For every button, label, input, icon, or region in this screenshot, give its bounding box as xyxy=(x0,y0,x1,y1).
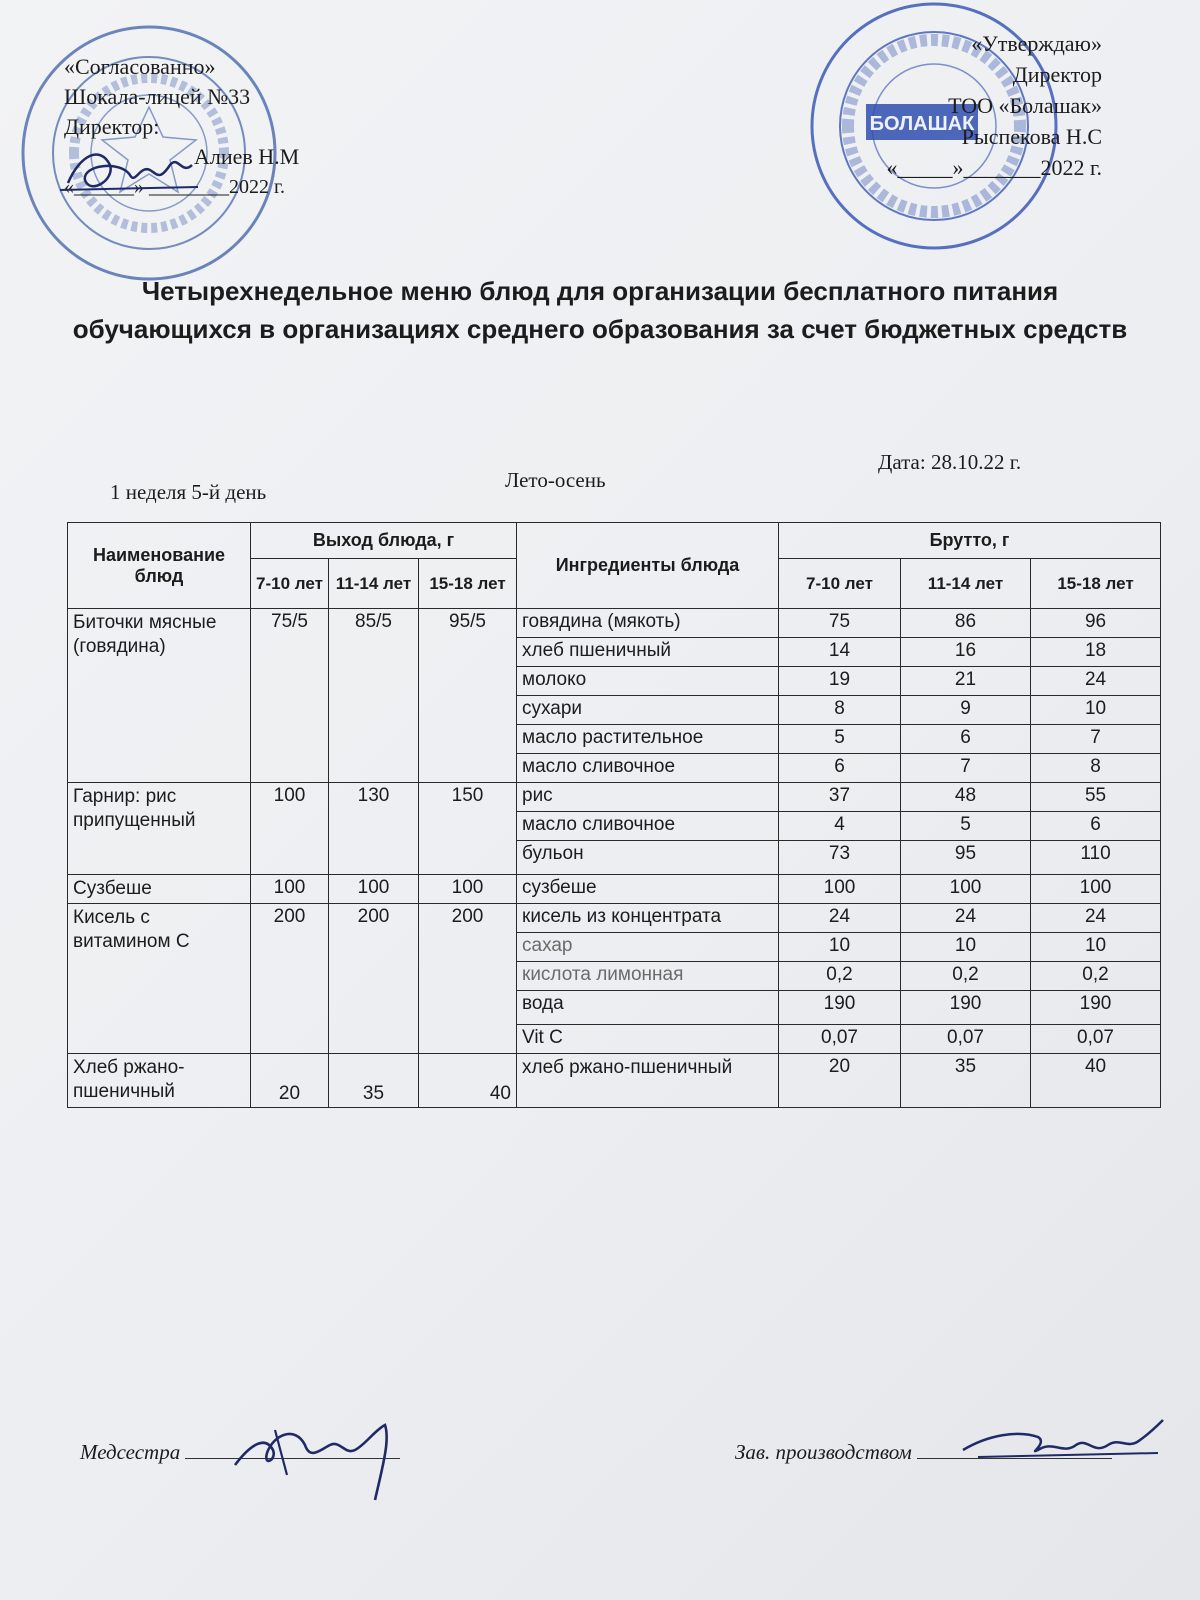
yield-15-18: 40 xyxy=(419,1054,517,1108)
table-row xyxy=(68,904,1161,933)
director-name-right: Рыспекова Н.С xyxy=(961,124,1102,149)
dish-name: Сузбеше xyxy=(68,875,251,904)
gross-15-18: 40 xyxy=(1031,1054,1161,1108)
ingredient-name: сузбеше xyxy=(517,875,779,904)
ingredient-name: хлеб пшеничный xyxy=(517,638,779,667)
yield-7-10: 100 xyxy=(251,875,329,904)
gross-11-14: 6 xyxy=(901,725,1031,754)
gross-15-18: 110 xyxy=(1031,841,1161,875)
yield-11-14: 85/5 xyxy=(329,609,419,783)
header-gross-age-7-10: 7-10 лет xyxy=(779,559,901,609)
header-yield-age-11-14: 11-14 лет xyxy=(329,559,419,609)
gross-11-14: 190 xyxy=(901,991,1031,1025)
dish-name: Хлеб ржано-пшеничный xyxy=(68,1054,251,1108)
ingredient-name: сухари xyxy=(517,696,779,725)
gross-7-10: 6 xyxy=(779,754,901,783)
gross-11-14: 0,07 xyxy=(901,1025,1031,1054)
dish-name: Гарнир: рис припущенный xyxy=(68,783,251,875)
gross-11-14: 24 xyxy=(901,904,1031,933)
school-name: Шокала-лицей №33 xyxy=(64,84,251,109)
director-signature-left xyxy=(60,135,200,215)
yield-15-18: 95/5 xyxy=(419,609,517,783)
gross-15-18: 10 xyxy=(1031,696,1161,725)
gross-15-18: 96 xyxy=(1031,609,1161,638)
agreed-label: «Согласованно» xyxy=(64,54,216,79)
director-label: Директор: xyxy=(64,114,160,139)
week-day-label: 1 неделя 5-й день xyxy=(110,480,267,504)
ingredient-name: кислота лимонная xyxy=(517,962,779,991)
gross-7-10: 73 xyxy=(779,841,901,875)
gross-7-10: 4 xyxy=(779,812,901,841)
yield-15-18: 150 xyxy=(419,783,517,875)
production-head-signature xyxy=(958,1415,1168,1475)
approval-block-right xyxy=(886,28,1102,183)
table-row xyxy=(68,1054,1161,1108)
ingredient-name: масло сливочное xyxy=(517,812,779,841)
header-yield-age-7-10: 7-10 лет xyxy=(251,559,329,609)
table-row xyxy=(68,783,1161,812)
gross-15-18: 6 xyxy=(1031,812,1161,841)
yield-11-14: 100 xyxy=(329,875,419,904)
yield-11-14: 130 xyxy=(329,783,419,875)
gross-7-10: 24 xyxy=(779,904,901,933)
yield-7-10: 20 xyxy=(251,1054,329,1108)
director-label-right: Директор xyxy=(1012,62,1102,87)
gross-15-18: 55 xyxy=(1031,783,1161,812)
header-gross-age-15-18: 15-18 лет xyxy=(1031,559,1161,609)
production-head-label: Зав. производством xyxy=(735,1440,912,1464)
table-row xyxy=(68,875,1161,904)
gross-7-10: 20 xyxy=(779,1054,901,1108)
nurse-signature xyxy=(225,1405,425,1515)
gross-11-14: 21 xyxy=(901,667,1031,696)
menu-table xyxy=(67,522,1161,1108)
yield-15-18: 100 xyxy=(419,875,517,904)
gross-7-10: 8 xyxy=(779,696,901,725)
gross-7-10: 10 xyxy=(779,933,901,962)
gross-11-14: 5 xyxy=(901,812,1031,841)
gross-11-14: 86 xyxy=(901,609,1031,638)
gross-11-14: 16 xyxy=(901,638,1031,667)
gross-7-10: 190 xyxy=(779,991,901,1025)
gross-15-18: 24 xyxy=(1031,904,1161,933)
gross-7-10: 0,07 xyxy=(779,1025,901,1054)
ingredient-name: сахар xyxy=(517,933,779,962)
yield-7-10: 75/5 xyxy=(251,609,329,783)
gross-15-18: 10 xyxy=(1031,933,1161,962)
approve-label: «Утверждаю» xyxy=(971,31,1102,56)
dish-name: Кисель с витамином С xyxy=(68,904,251,1054)
approval-date-right: «_____»_______2022 г. xyxy=(886,155,1102,180)
ingredient-name: хлеб ржано-пшеничный xyxy=(517,1054,779,1108)
approval-date-left: «______» ________2022 г. xyxy=(64,176,285,198)
gross-11-14: 95 xyxy=(901,841,1031,875)
ingredient-name: молоко xyxy=(517,667,779,696)
gross-7-10: 0,2 xyxy=(779,962,901,991)
ingredient-name: бульон xyxy=(517,841,779,875)
document-title: Четырехнедельное меню блюд для организации бесплатного питания обучающихся в организациях среднего образования за счет бюджетных средств xyxy=(72,276,1128,344)
gross-15-18: 18 xyxy=(1031,638,1161,667)
table-row xyxy=(68,609,1161,638)
ingredient-name: вода xyxy=(517,991,779,1025)
gross-11-14: 100 xyxy=(901,875,1031,904)
ingredient-name: масло растительное xyxy=(517,725,779,754)
gross-7-10: 100 xyxy=(779,875,901,904)
seal-brand-text: БОЛАШАК xyxy=(869,113,975,135)
gross-7-10: 19 xyxy=(779,667,901,696)
gross-15-18: 190 xyxy=(1031,991,1161,1025)
header-gross: Брутто, г xyxy=(779,523,1161,559)
director-name: Алиев Н.М xyxy=(194,144,300,169)
yield-15-18: 200 xyxy=(419,904,517,1054)
gross-11-14: 9 xyxy=(901,696,1031,725)
gross-15-18: 0,07 xyxy=(1031,1025,1161,1054)
gross-15-18: 7 xyxy=(1031,725,1161,754)
yield-11-14: 200 xyxy=(329,904,419,1054)
company-name: ТОО «Болашак» xyxy=(948,93,1102,118)
gross-11-14: 7 xyxy=(901,754,1031,783)
gross-11-14: 48 xyxy=(901,783,1031,812)
gross-7-10: 75 xyxy=(779,609,901,638)
date-label: Дата: 28.10.22 г. xyxy=(878,450,1022,474)
yield-7-10: 200 xyxy=(251,904,329,1054)
yield-11-14: 35 xyxy=(329,1054,419,1108)
header-yield: Выход блюда, г xyxy=(251,523,517,559)
header-gross-age-11-14: 11-14 лет xyxy=(901,559,1031,609)
gross-15-18: 8 xyxy=(1031,754,1161,783)
nurse-label: Медсестра xyxy=(80,1440,181,1464)
header-ingredients: Ингредиенты блюда xyxy=(517,523,779,609)
gross-7-10: 37 xyxy=(779,783,901,812)
ingredient-name: рис xyxy=(517,783,779,812)
gross-15-18: 0,2 xyxy=(1031,962,1161,991)
header-yield-age-15-18: 15-18 лет xyxy=(419,559,517,609)
gross-11-14: 35 xyxy=(901,1054,1031,1108)
gross-7-10: 5 xyxy=(779,725,901,754)
yield-7-10: 100 xyxy=(251,783,329,875)
dish-name: Биточки мясные (говядина) xyxy=(68,609,251,783)
ingredient-name: кисель из концентрата xyxy=(517,904,779,933)
ingredient-name: говядина (мякоть) xyxy=(517,609,779,638)
gross-7-10: 14 xyxy=(779,638,901,667)
ingredient-name: Vit C xyxy=(517,1025,779,1054)
season-label: Лето-осень xyxy=(505,468,606,492)
ingredient-name: масло сливочное xyxy=(517,754,779,783)
header-dish-name: Наименование блюд xyxy=(68,523,251,609)
gross-11-14: 10 xyxy=(901,933,1031,962)
gross-15-18: 24 xyxy=(1031,667,1161,696)
gross-15-18: 100 xyxy=(1031,875,1161,904)
gross-11-14: 0,2 xyxy=(901,962,1031,991)
